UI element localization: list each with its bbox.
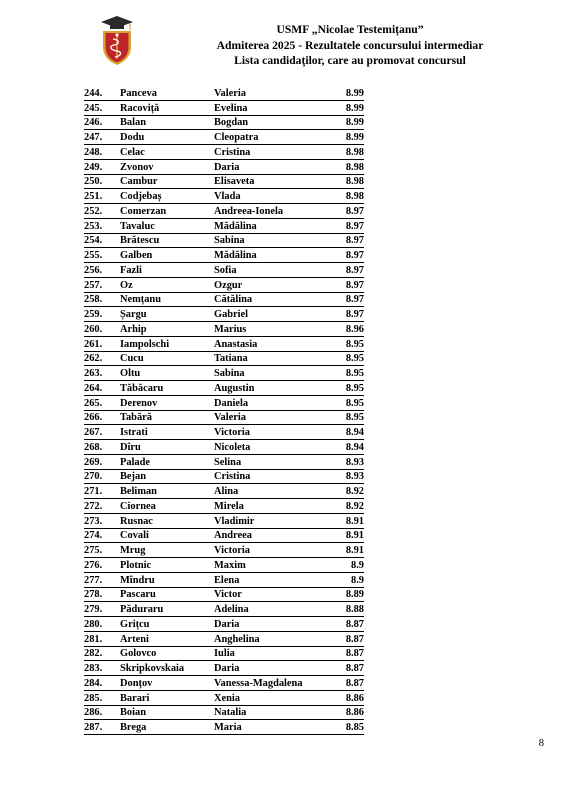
first-name-cell: Anastasia — [214, 336, 330, 351]
last-name-cell: Cucu — [120, 351, 214, 366]
last-name-cell: Panceva — [120, 86, 214, 100]
score-cell: 8.87 — [330, 646, 364, 661]
table-row — [84, 484, 364, 499]
first-name-cell: Marius — [214, 322, 330, 337]
table-row — [84, 720, 364, 735]
score-cell: 8.85 — [330, 720, 364, 735]
row-number-cell: 286. — [84, 705, 120, 720]
last-name-cell: Balan — [120, 115, 214, 130]
first-name-cell: Daniela — [214, 395, 330, 410]
row-number-cell: 266. — [84, 410, 120, 425]
first-name-cell: Xenia — [214, 690, 330, 705]
last-name-cell: Tăbăcaru — [120, 381, 214, 396]
row-number-cell: 275. — [84, 543, 120, 558]
first-name-cell: Evelina — [214, 100, 330, 115]
row-number-cell: 279. — [84, 602, 120, 617]
score-cell: 8.93 — [330, 469, 364, 484]
row-number-cell: 280. — [84, 617, 120, 632]
row-number-cell: 274. — [84, 528, 120, 543]
score-cell: 8.87 — [330, 617, 364, 632]
score-cell: 8.97 — [330, 218, 364, 233]
score-cell: 8.92 — [330, 484, 364, 499]
table-row — [84, 100, 364, 115]
last-name-cell: Oltu — [120, 366, 214, 381]
last-name-cell: Boian — [120, 705, 214, 720]
score-cell: 8.91 — [330, 543, 364, 558]
results-table-body — [84, 86, 364, 735]
last-name-cell: Golovco — [120, 646, 214, 661]
first-name-cell: Augustin — [214, 381, 330, 396]
last-name-cell: Celac — [120, 145, 214, 160]
score-cell: 8.95 — [330, 366, 364, 381]
table-row — [84, 366, 364, 381]
score-cell: 8.87 — [330, 676, 364, 691]
score-cell: 8.97 — [330, 263, 364, 278]
first-name-cell: Iulia — [214, 646, 330, 661]
row-number-cell: 277. — [84, 572, 120, 587]
first-name-cell: Elena — [214, 572, 330, 587]
row-number-cell: 249. — [84, 159, 120, 174]
last-name-cell: Arteni — [120, 631, 214, 646]
last-name-cell: Dîru — [120, 440, 214, 455]
table-row — [84, 204, 364, 219]
first-name-cell: Gabriel — [214, 307, 330, 322]
first-name-cell: Daria — [214, 159, 330, 174]
last-name-cell: Bejan — [120, 469, 214, 484]
last-name-cell: Arhip — [120, 322, 214, 337]
row-number-cell: 282. — [84, 646, 120, 661]
row-number-cell: 285. — [84, 690, 120, 705]
table-row — [84, 263, 364, 278]
last-name-cell: Barari — [120, 690, 214, 705]
last-name-cell: Racoviță — [120, 100, 214, 115]
row-number-cell: 268. — [84, 440, 120, 455]
last-name-cell: Comerzan — [120, 204, 214, 219]
table-row — [84, 248, 364, 263]
table-row — [84, 676, 364, 691]
table-row — [84, 513, 364, 528]
header-list-title: Lista candidaţilor, care au promovat concursul — [234, 54, 466, 67]
first-name-cell: Ozgur — [214, 277, 330, 292]
first-name-cell: Vanessa-Magdalena — [214, 676, 330, 691]
first-name-cell: Anghelina — [214, 631, 330, 646]
score-cell: 8.86 — [330, 690, 364, 705]
last-name-cell: Brătescu — [120, 233, 214, 248]
last-name-cell: Palade — [120, 454, 214, 469]
table-row — [84, 690, 364, 705]
score-cell: 8.94 — [330, 440, 364, 455]
row-number-cell: 265. — [84, 395, 120, 410]
first-name-cell: Maxim — [214, 558, 330, 573]
first-name-cell: Elisaveta — [214, 174, 330, 189]
score-cell: 8.99 — [330, 130, 364, 145]
row-number-cell: 270. — [84, 469, 120, 484]
table-row — [84, 705, 364, 720]
row-number-cell: 262. — [84, 351, 120, 366]
page-number: 8 — [538, 738, 544, 749]
last-name-cell: Galben — [120, 248, 214, 263]
first-name-cell: Bogdan — [214, 115, 330, 130]
score-cell: 8.9 — [330, 558, 364, 573]
table-row — [84, 410, 364, 425]
first-name-cell: Cleopatra — [214, 130, 330, 145]
row-number-cell: 276. — [84, 558, 120, 573]
score-cell: 8.86 — [330, 705, 364, 720]
last-name-cell: Mrug — [120, 543, 214, 558]
last-name-cell: Dodu — [120, 130, 214, 145]
first-name-cell: Cristina — [214, 145, 330, 160]
first-name-cell: Natalia — [214, 705, 330, 720]
last-name-cell: Oz — [120, 277, 214, 292]
first-name-cell: Victoria — [214, 425, 330, 440]
last-name-cell: Tabără — [120, 410, 214, 425]
table-row — [84, 499, 364, 514]
first-name-cell: Adelina — [214, 602, 330, 617]
score-cell: 8.96 — [330, 322, 364, 337]
row-number-cell: 273. — [84, 513, 120, 528]
score-cell: 8.87 — [330, 661, 364, 676]
row-number-cell: 255. — [84, 248, 120, 263]
row-number-cell: 269. — [84, 454, 120, 469]
score-cell: 8.95 — [330, 336, 364, 351]
first-name-cell: Vladimir — [214, 513, 330, 528]
first-name-cell: Victor — [214, 587, 330, 602]
row-number-cell: 263. — [84, 366, 120, 381]
document-header — [140, 22, 560, 69]
row-number-cell: 246. — [84, 115, 120, 130]
last-name-cell: Nemțanu — [120, 292, 214, 307]
row-number-cell: 278. — [84, 587, 120, 602]
score-cell: 8.97 — [330, 307, 364, 322]
last-name-cell: Covali — [120, 528, 214, 543]
table-row — [84, 661, 364, 676]
row-number-cell: 264. — [84, 381, 120, 396]
first-name-cell: Selina — [214, 454, 330, 469]
row-number-cell: 260. — [84, 322, 120, 337]
row-number-cell: 257. — [84, 277, 120, 292]
last-name-cell: Skripkovskaia — [120, 661, 214, 676]
last-name-cell: Codjebaș — [120, 189, 214, 204]
first-name-cell: Alina — [214, 484, 330, 499]
row-number-cell: 250. — [84, 174, 120, 189]
last-name-cell: Șargu — [120, 307, 214, 322]
first-name-cell: Daria — [214, 661, 330, 676]
row-number-cell: 248. — [84, 145, 120, 160]
first-name-cell: Sofia — [214, 263, 330, 278]
score-cell: 8.87 — [330, 631, 364, 646]
score-cell: 8.97 — [330, 248, 364, 263]
table-row — [84, 233, 364, 248]
first-name-cell: Cristina — [214, 469, 330, 484]
row-number-cell: 254. — [84, 233, 120, 248]
header-admission-title: Admiterea 2025 - Rezultatele concursului intermediar — [216, 38, 484, 52]
table-row — [84, 86, 364, 100]
row-number-cell: 281. — [84, 631, 120, 646]
score-cell: 8.97 — [330, 292, 364, 307]
table-row — [84, 631, 364, 646]
table-row — [84, 558, 364, 573]
score-cell: 8.98 — [330, 159, 364, 174]
last-name-cell: Brega — [120, 720, 214, 735]
row-number-cell: 284. — [84, 676, 120, 691]
row-number-cell: 261. — [84, 336, 120, 351]
header-university-name: USMF „Nicolae Testemițanu” — [276, 23, 424, 36]
table-row — [84, 130, 364, 145]
first-name-cell: Victoria — [214, 543, 330, 558]
score-cell: 8.93 — [330, 454, 364, 469]
table-row — [84, 469, 364, 484]
score-cell: 8.95 — [330, 395, 364, 410]
last-name-cell: Donțov — [120, 676, 214, 691]
score-cell: 8.89 — [330, 587, 364, 602]
score-cell: 8.97 — [330, 233, 364, 248]
score-cell: 8.91 — [330, 513, 364, 528]
last-name-cell: Mîndru — [120, 572, 214, 587]
first-name-cell: Sabina — [214, 366, 330, 381]
table-row — [84, 395, 364, 410]
row-number-cell: 271. — [84, 484, 120, 499]
last-name-cell: Fazli — [120, 263, 214, 278]
score-cell: 8.99 — [330, 86, 364, 100]
first-name-cell: Valeria — [214, 410, 330, 425]
score-cell: 8.98 — [330, 174, 364, 189]
row-number-cell: 256. — [84, 263, 120, 278]
table-row — [84, 425, 364, 440]
row-number-cell: 253. — [84, 218, 120, 233]
table-row — [84, 277, 364, 292]
last-name-cell: Păduraru — [120, 602, 214, 617]
row-number-cell: 259. — [84, 307, 120, 322]
university-crest-logo — [97, 15, 137, 67]
table-row — [84, 440, 364, 455]
first-name-cell: Tatiana — [214, 351, 330, 366]
last-name-cell: Istrati — [120, 425, 214, 440]
table-row — [84, 543, 364, 558]
table-row — [84, 454, 364, 469]
table-row — [84, 307, 364, 322]
first-name-cell: Sabina — [214, 233, 330, 248]
last-name-cell: Plotnic — [120, 558, 214, 573]
first-name-cell: Andreea — [214, 528, 330, 543]
row-number-cell: 272. — [84, 499, 120, 514]
score-cell: 8.95 — [330, 410, 364, 425]
score-cell: 8.99 — [330, 100, 364, 115]
last-name-cell: Iampolschi — [120, 336, 214, 351]
first-name-cell: Valeria — [214, 86, 330, 100]
last-name-cell: Ciornea — [120, 499, 214, 514]
row-number-cell: 283. — [84, 661, 120, 676]
row-number-cell: 287. — [84, 720, 120, 735]
table-row — [84, 174, 364, 189]
score-cell: 8.91 — [330, 528, 364, 543]
last-name-cell: Beliman — [120, 484, 214, 499]
score-cell: 8.98 — [330, 189, 364, 204]
table-row — [84, 159, 364, 174]
table-row — [84, 322, 364, 337]
table-row — [84, 189, 364, 204]
table-row — [84, 587, 364, 602]
table-row — [84, 646, 364, 661]
score-cell: 8.95 — [330, 351, 364, 366]
results-table — [84, 86, 364, 735]
score-cell: 8.97 — [330, 204, 364, 219]
table-row — [84, 115, 364, 130]
table-row — [84, 145, 364, 160]
table-row — [84, 617, 364, 632]
table-row — [84, 218, 364, 233]
row-number-cell: 247. — [84, 130, 120, 145]
row-number-cell: 245. — [84, 100, 120, 115]
score-cell: 8.92 — [330, 499, 364, 514]
score-cell: 8.94 — [330, 425, 364, 440]
row-number-cell: 258. — [84, 292, 120, 307]
table-row — [84, 602, 364, 617]
first-name-cell: Mirela — [214, 499, 330, 514]
table-row — [84, 381, 364, 396]
row-number-cell: 251. — [84, 189, 120, 204]
first-name-cell: Andreea-Ionela — [214, 204, 330, 219]
table-row — [84, 292, 364, 307]
first-name-cell: Maria — [214, 720, 330, 735]
first-name-cell: Mădălina — [214, 248, 330, 263]
score-cell: 8.99 — [330, 115, 364, 130]
last-name-cell: Cambur — [120, 174, 214, 189]
score-cell: 8.88 — [330, 602, 364, 617]
last-name-cell: Tavaluc — [120, 218, 214, 233]
score-cell: 8.98 — [330, 145, 364, 160]
first-name-cell: Mădălina — [214, 218, 330, 233]
first-name-cell: Daria — [214, 617, 330, 632]
last-name-cell: Zvonov — [120, 159, 214, 174]
first-name-cell: Vlada — [214, 189, 330, 204]
table-row — [84, 336, 364, 351]
last-name-cell: Grițcu — [120, 617, 214, 632]
last-name-cell: Rusnac — [120, 513, 214, 528]
table-row — [84, 528, 364, 543]
first-name-cell: Cătălina — [214, 292, 330, 307]
table-row — [84, 351, 364, 366]
table-row — [84, 572, 364, 587]
score-cell: 8.97 — [330, 277, 364, 292]
score-cell: 8.95 — [330, 381, 364, 396]
row-number-cell: 267. — [84, 425, 120, 440]
row-number-cell: 252. — [84, 204, 120, 219]
last-name-cell: Pascaru — [120, 587, 214, 602]
score-cell: 8.9 — [330, 572, 364, 587]
last-name-cell: Derenov — [120, 395, 214, 410]
first-name-cell: Nicoleta — [214, 440, 330, 455]
row-number-cell: 244. — [84, 86, 120, 100]
